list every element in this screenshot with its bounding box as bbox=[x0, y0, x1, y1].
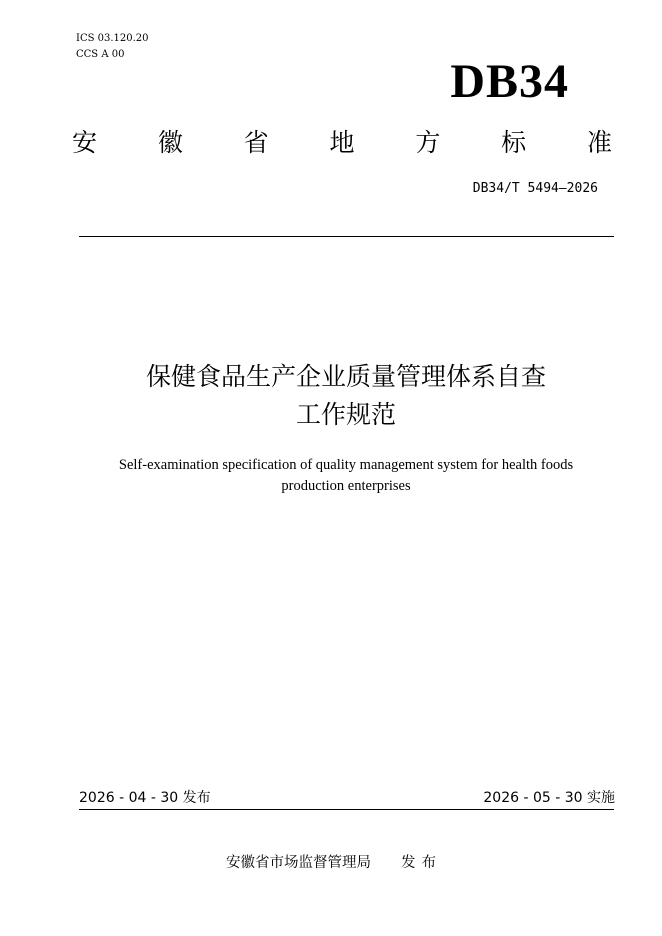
title-zh-line-2: 工作规范 bbox=[295, 400, 396, 429]
standard-type-char: 标 bbox=[501, 128, 527, 157]
issuer-name: 安徽省市场监督管理局 bbox=[226, 855, 371, 871]
bottom-divider bbox=[79, 809, 614, 810]
ccs-code: CCS A 00 bbox=[76, 49, 125, 60]
document-title-zh bbox=[40, 358, 652, 434]
issuer-action: 发布 bbox=[401, 855, 442, 871]
title-en-line-1: Self-examination specification of quality management system for health foods bbox=[118, 457, 574, 473]
standard-type-char: 方 bbox=[415, 128, 441, 157]
standard-type-heading bbox=[72, 126, 612, 160]
issuing-authority bbox=[226, 853, 442, 873]
standard-type-char: 安 bbox=[72, 128, 98, 157]
standard-type-char: 准 bbox=[586, 128, 612, 157]
classification-codes bbox=[76, 31, 149, 63]
standard-type-char: 徽 bbox=[157, 128, 183, 157]
top-divider bbox=[79, 236, 614, 237]
document-title-en bbox=[60, 455, 632, 497]
standard-number: DB34/T 5494—2026 bbox=[472, 181, 598, 196]
title-zh-line-1: 保健食品生产企业质量管理体系自查 bbox=[145, 362, 546, 391]
publish-date: 2026 - 04 - 30 发布 bbox=[79, 790, 211, 806]
standard-type-char: 地 bbox=[329, 128, 355, 157]
implement-date: 2026 - 05 - 30 实施 bbox=[483, 790, 615, 806]
standard-type-char: 省 bbox=[243, 128, 269, 157]
db-standard-mark: DB34 bbox=[450, 55, 569, 108]
ics-code: ICS 03.120.20 bbox=[76, 33, 149, 44]
title-en-line-2: production enterprises bbox=[281, 478, 411, 494]
